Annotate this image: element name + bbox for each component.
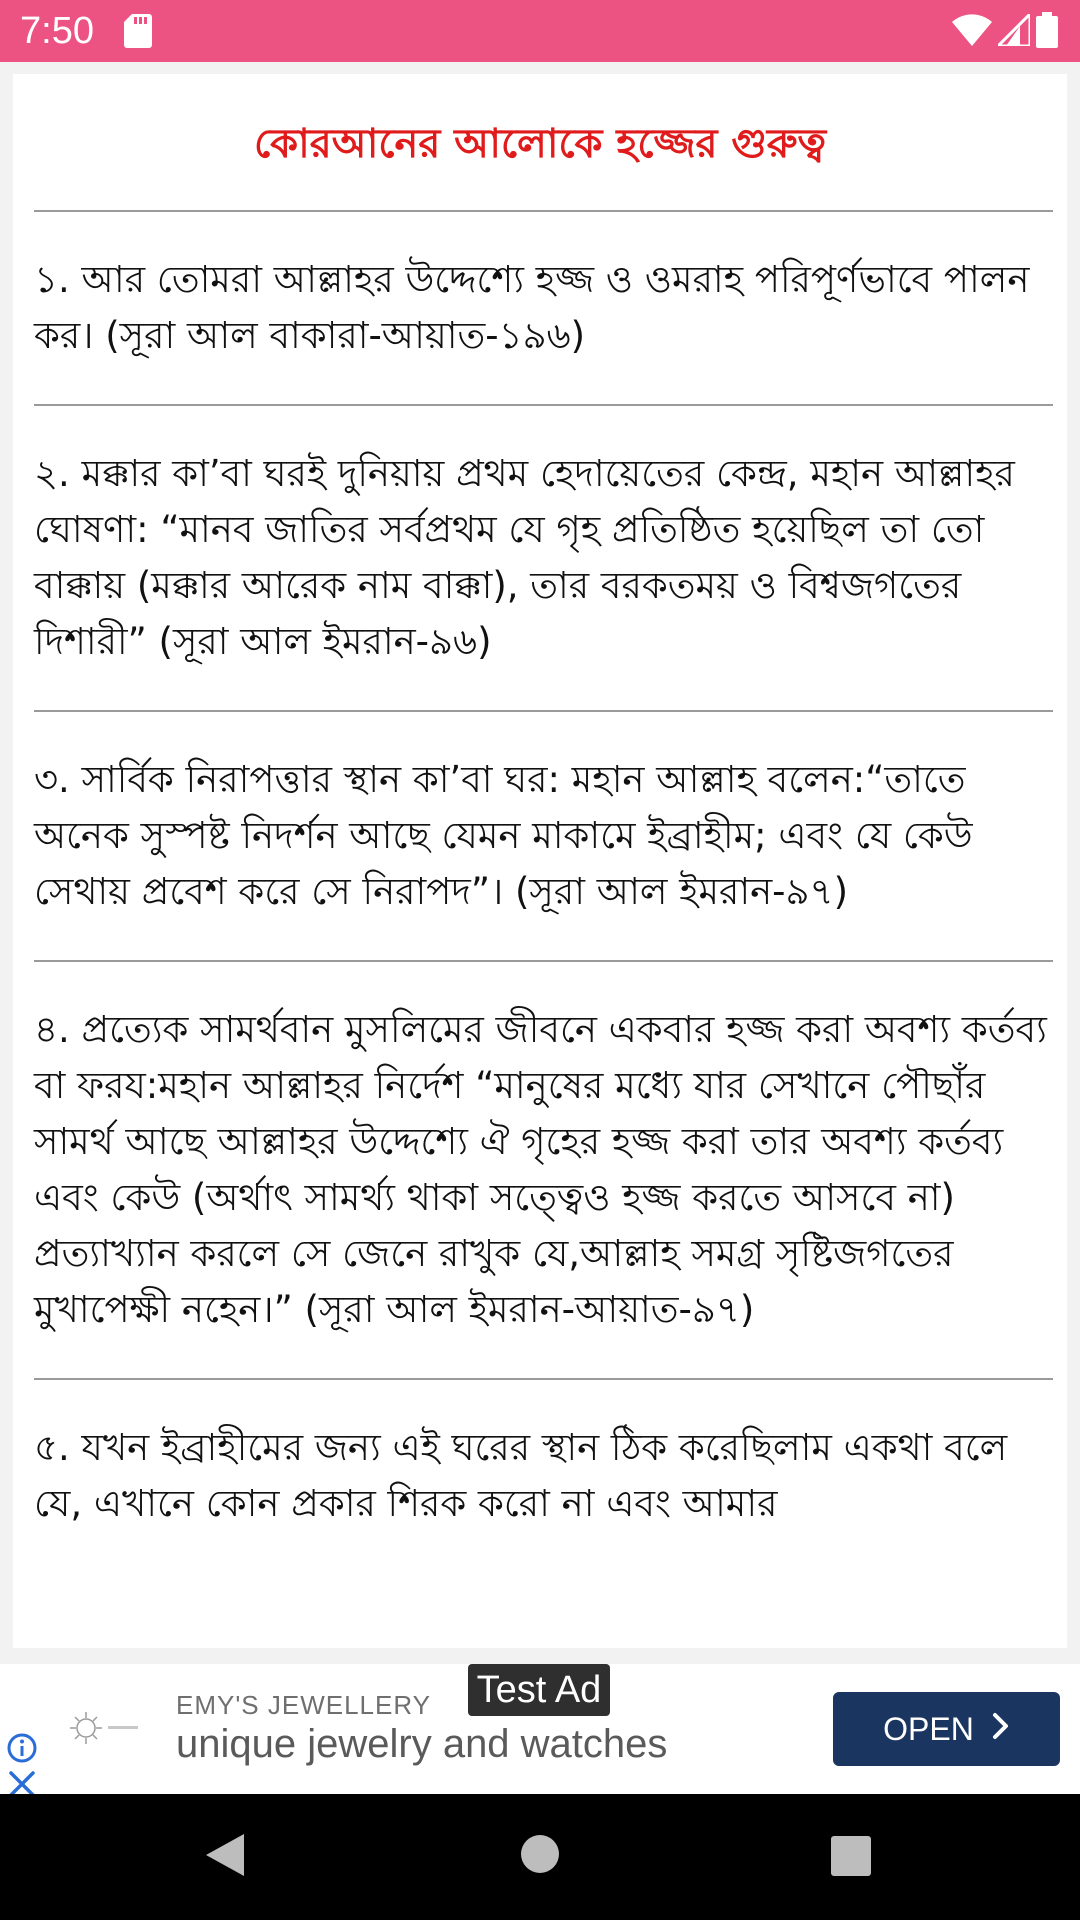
- brand-logo-icon: [66, 1704, 144, 1752]
- divider: [34, 210, 1053, 212]
- ad-banner[interactable]: [0, 1664, 1080, 1794]
- paragraph-3: ৩. সার্বিক নিরাপত্তার স্থান কা’বা ঘর: মহান আল্লাহ বলেন:“তাতে অনেক সুস্পষ্ট নিদর্শন আছে যেমন মাকামে ইব্রাহীম; এবং যে কেউ সেথায় প্রবেশ করে সে নিরাপদ”। (সূরা আল ইমরান-৯৭): [34, 758, 973, 913]
- navigation-bar: [0, 1794, 1080, 1920]
- signal-icon: [998, 14, 1030, 50]
- paragraph-4: ৪. প্রত্যেক সামর্থবান মুসলিমের জীবনে একবার হজ্জ করা অবশ্য কর্তব্য বা ফরয:মহান আল্লাহর নির্দেশ “মানুষের মধ্যে যার সেখানে পৌছাঁর সামর্থ আছে আল্লাহর উদ্দেশ্যে ঐ গৃহের হজ্জ করা তার অবশ্য কর্তব্য এবং কেউ (অর্থাৎ সামর্থ্য থাকা সত্ত্বেও হজ্জ করতে আসবে না) প্রত্যাখ্যান করলে সে জেনে রাখুক যে,আল্লাহ সমগ্র সৃষ্টিজগতের মুখাপেক্ষী নহেন।” (সূরা আল ইমরান-আয়াত-৯৭): [34, 1008, 1047, 1331]
- status-bar: [0, 0, 1080, 62]
- paragraph-5: ৫. যখন ইব্রাহীমের জন্য এই ঘরের স্থান ঠিক করেছিলাম একথা বলে যে, এখানে কোন প্রকার শিরক করো না এবং আমার: [34, 1426, 1008, 1525]
- paragraph-1: ১. আর তোমরা আল্লাহর উদ্দেশ্যে হজ্জ ও ওমরাহ পরিপূর্ণভাবে পালন কর। (সূরা আল বাকারা-আয়াত-১৯৬): [34, 258, 1030, 357]
- battery-icon: [1036, 12, 1058, 52]
- divider: [34, 710, 1053, 712]
- chevron-right-icon: [992, 1711, 1010, 1748]
- ad-headline[interactable]: unique jewelry and watches: [176, 1722, 668, 1766]
- open-button-label: OPEN: [883, 1710, 974, 1747]
- status-time: 7:50: [20, 10, 94, 52]
- home-icon[interactable]: [520, 1834, 560, 1878]
- recents-icon[interactable]: [831, 1836, 871, 1880]
- divider: [34, 960, 1053, 962]
- ad-brand[interactable]: EMY'S JEWELLERY: [176, 1690, 432, 1720]
- page-title: কোরআনের আলোকে হজ্জের গুরুত্ব: [253, 121, 827, 167]
- divider: [34, 1378, 1053, 1380]
- ad-info-icon[interactable]: [6, 1732, 38, 1768]
- sd-card-icon: [124, 14, 152, 52]
- test-ad-label: Test Ad: [468, 1664, 610, 1716]
- divider: [34, 404, 1053, 406]
- status-icons: [952, 12, 1058, 52]
- open-button[interactable]: [833, 1692, 1060, 1766]
- wifi-icon: [952, 14, 992, 50]
- article-content[interactable]: [13, 74, 1067, 1648]
- back-icon[interactable]: [204, 1832, 246, 1882]
- paragraph-2: ২. মক্কার কা’বা ঘরই দুনিয়ায় প্রথম হেদায়েতের কেন্দ্র, মহান আল্লাহর ঘোষণা: “মানব জাতির সর্বপ্রথম যে গৃহ প্রতিষ্ঠিত হয়েছিল তা তো বাক্কায় (মক্কার আরেক নাম বাক্কা), তার বরকতময় ও বিশ্বজগতের দিশারী” (সূরা আল ইমরান-৯৬): [34, 452, 1015, 663]
